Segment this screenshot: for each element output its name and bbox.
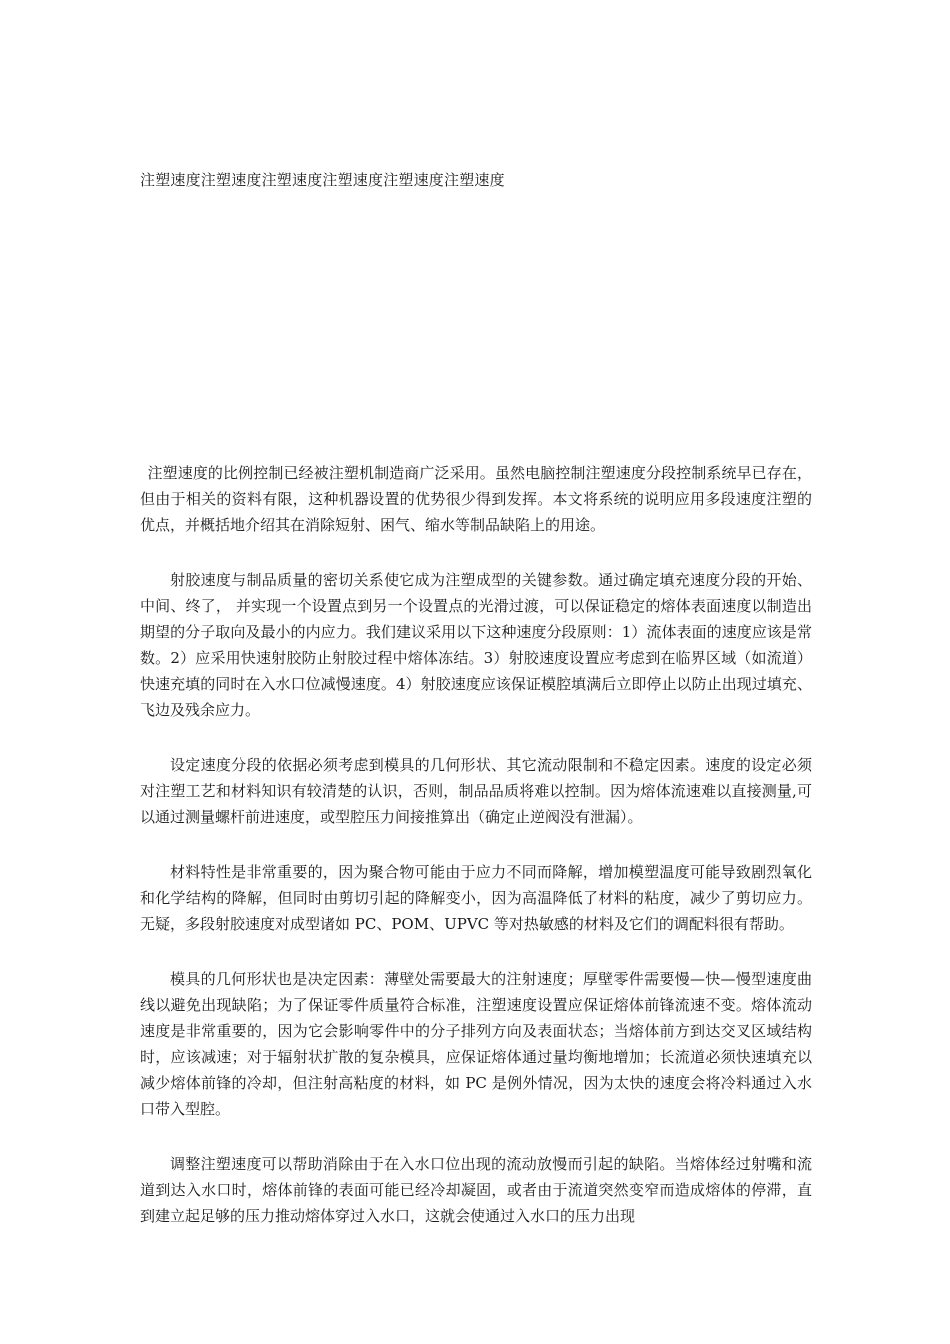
paragraph-injection-speed: 射胶速度与制品质量的密切关系使它成为注塑成型的关键参数。通过确定填充速度分段的开始、中间、终了， 并实现一个设置点到另一个设置点的光滑过渡，可以保证稳定的熔体表面速度以制造出期望的分子取向及最小的内应力。我们建议采用以下这种速度分段原则：1）流体表面的速度应该是常数。2）应采用快速射胶防止射胶过程中熔体冻结。3）射胶速度设置应考虑到在临界区域（如流道）快速充填的同时在入水口位减慢速度。4）射胶速度应该保证模腔填满后立即停止以防止出现过填充、飞边及残余应力。 — [140, 571, 812, 719]
document-body — [140, 460, 812, 1258]
paragraph-intro: 注塑速度的比例控制已经被注塑机制造商广泛采用。虽然电脑控制注塑速度分段控制系统早已存在，但由于相关的资料有限，这种机器设置的优势很少得到发挥。本文将系统的说明应用多段速度注塑的优点，并概括地介绍其在消除短射、困气、缩水等制品缺陷上的用途。 — [140, 464, 812, 534]
paragraph-gate-defects: 调整注塑速度可以帮助消除由于在入水口位出现的流动放慢而引起的缺陷。当熔体经过射嘴和流道到达入水口时，熔体前锋的表面可能已经冷却凝固，或者由于流道突然变窄而造成熔体的停滞，直到建立起足够的压力推动熔体穿过入水口，这就会使通过入水口的压力出现 — [140, 1155, 812, 1225]
paragraph-speed-profile-basis: 设定速度分段的依据必须考虑到模具的几何形状、其它流动限制和不稳定因素。速度的设定必须对注塑工艺和材料知识有较清楚的认识，否则，制品品质将难以控制。因为熔体流速难以直接测量,可以通过测量螺杆前进速度，或型腔压力间接推算出（确定止逆阀没有泄漏）。 — [140, 756, 812, 826]
paragraph-mold-geometry: 模具的几何形状也是决定因素：薄壁处需要最大的注射速度；厚壁零件需要慢—快—慢型速度曲线以避免出现缺陷；为了保证零件质量符合标准，注塑速度设置应保证熔体前锋流速不变。熔体流动速度是非常重要的，因为它会影响零件中的分子排列方向及表面状态；当熔体前方到达交叉区域结构时，应该减速；对于辐射状扩散的复杂模具，应保证熔体通过量均衡地增加；长流道必须快速填充以减少熔体前锋的冷却，但注射高粘度的材料，如 PC 是例外情况，因为太快的速度会将冷料通过入水口带入型腔。 — [140, 970, 812, 1118]
document-title: 注塑速度注塑速度注塑速度注塑速度注塑速度注塑速度 — [140, 171, 505, 189]
paragraph-material-properties: 材料特性是非常重要的，因为聚合物可能由于应力不同而降解，增加模塑温度可能导致剧烈氧化和化学结构的降解，但同时由剪切引起的降解变小，因为高温降低了材料的粘度，减少了剪切应力。无疑，多段射胶速度对成型诸如 PC、POM、UPVC 等对热敏感的材料及它们的调配料很有帮助。 — [140, 863, 812, 933]
